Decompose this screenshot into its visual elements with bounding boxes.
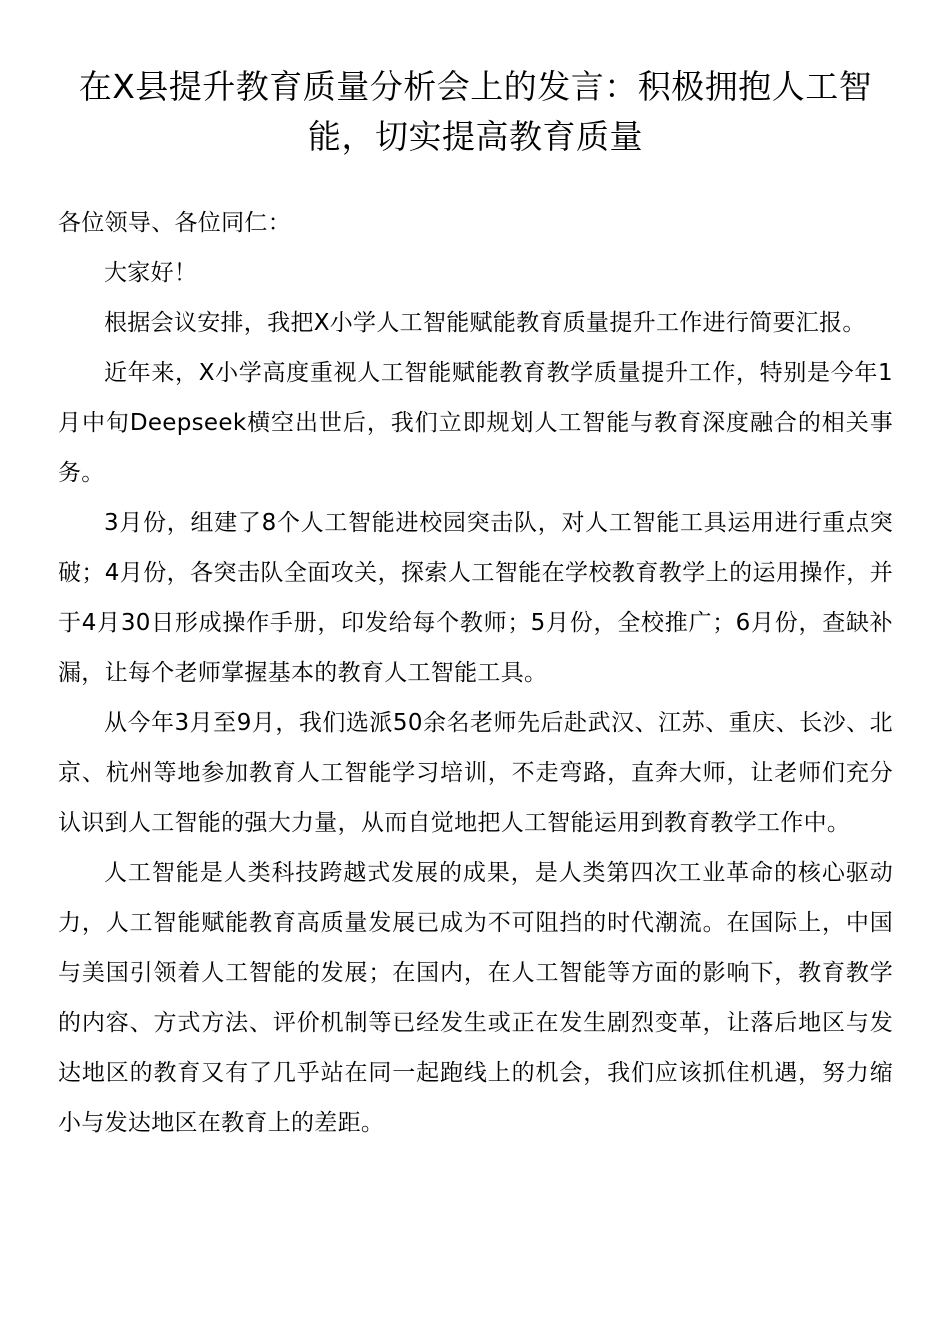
paragraph-training: 从今年3月至9月，我们选派50余名老师先后赴武汉、江苏、重庆、长沙、北京、杭州等地参加教育人工智能学习培训，不走弯路，直奔大师，让老师们充分认识到人工智能的强大力量，从而自觉地把人工智能运用到教育教学工作中。 [58, 710, 893, 836]
salutation: 各位领导、各位同仁： [58, 210, 291, 236]
paragraph-greeting: 大家好！ [104, 260, 198, 286]
paragraph-significance: 人工智能是人类科技跨越式发展的成果，是人类第四次工业革命的核心驱动力，人工智能赋能教育高质量发展已成为不可阻挡的时代潮流。在国际上，中国与美国引领着人工智能的发展；在国内，在人工智能等方面的影响下，教育教学的内容、方式方法、评价机制等已经发生或正在发生剧烈变革，让落后地区与发达地区的教育又有了几乎站在同一起跑线上的机会，我们应该抓住机遇，努力缩小与发达地区在教育上的差距。 [58, 860, 893, 1136]
document-body [58, 198, 893, 1148]
paragraph-timeline: 3月份，组建了8个人工智能进校园突击队，对人工智能工具运用进行重点突破；4月份，各突击队全面攻关，探索人工智能在学校教育教学上的运用操作，并于4月30日形成操作手册，印发给每个教师；5月份，全校推广；6月份，查缺补漏，让每个老师掌握基本的教育人工智能工具。 [58, 510, 893, 686]
paragraph-intro: 根据会议安排，我把X小学人工智能赋能教育质量提升工作进行简要汇报。 [104, 310, 866, 336]
paragraph-background: 近年来，X小学高度重视人工智能赋能教育教学质量提升工作，特别是今年1月中旬Deepseek横空出世后，我们立即规划人工智能与教育深度融合的相关事务。 [58, 360, 893, 486]
document-title: 在X县提升教育质量分析会上的发言：积极拥抱人工智能，切实提高教育质量 [78, 67, 873, 156]
